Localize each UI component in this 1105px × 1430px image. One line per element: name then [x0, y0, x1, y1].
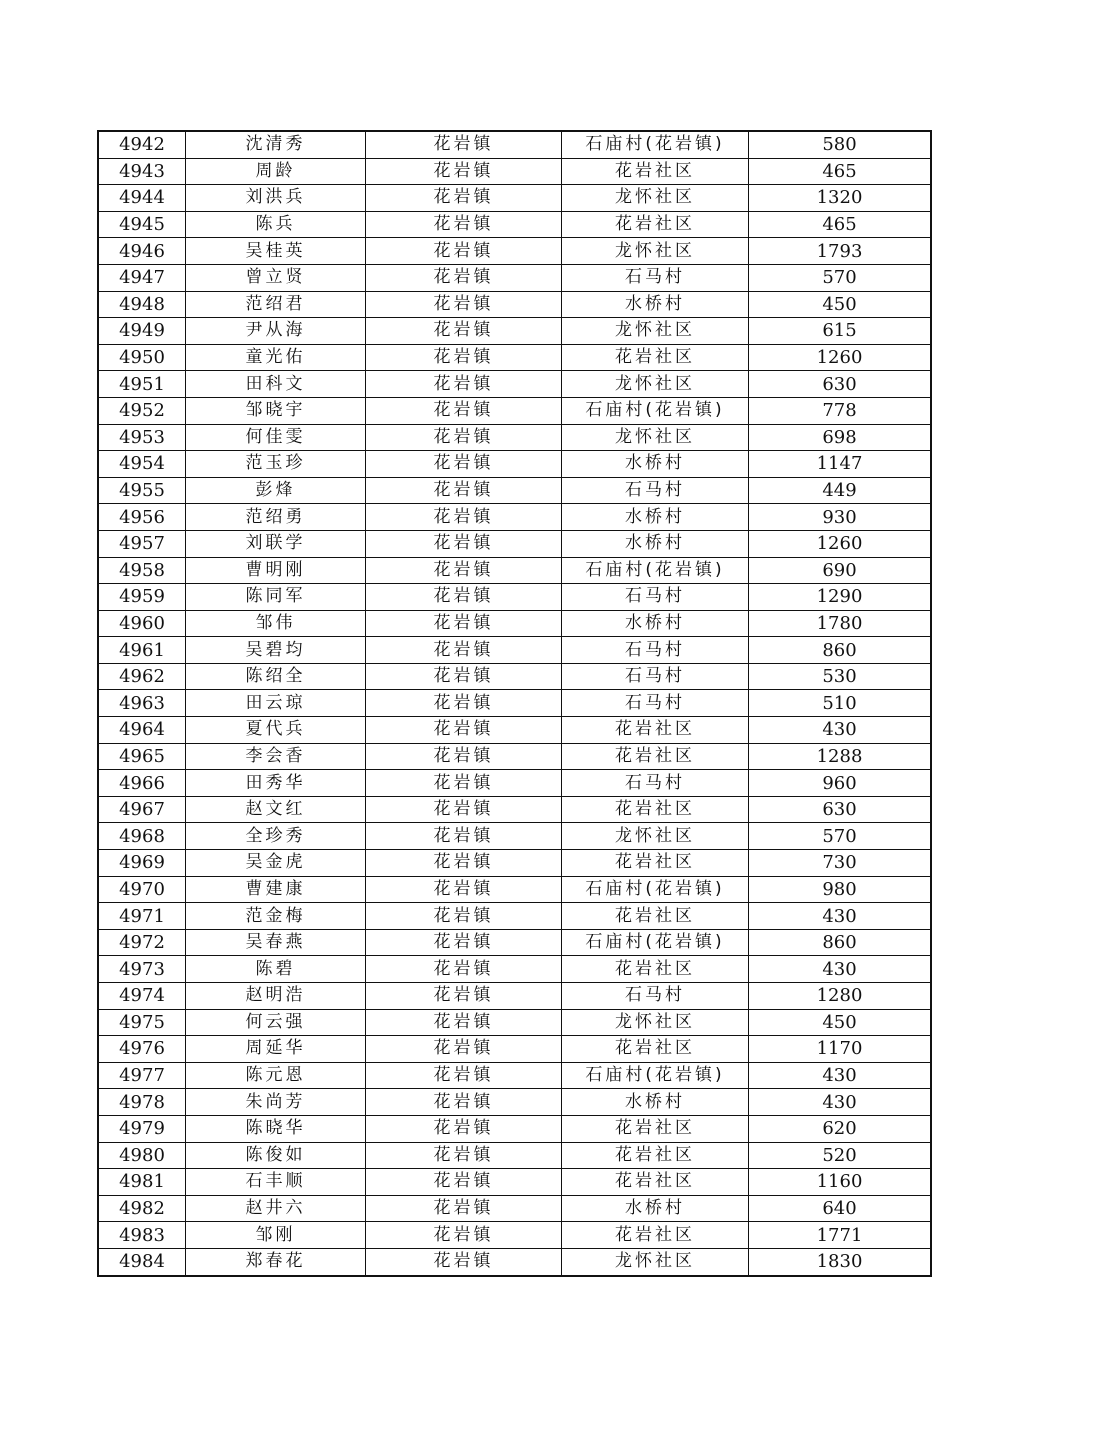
row-number-cell: 4951: [98, 371, 186, 398]
village-cell: 水桥村: [562, 530, 749, 557]
town-cell: 花岩镇: [366, 743, 562, 770]
row-number-cell: 4942: [98, 131, 186, 158]
town-cell: 花岩镇: [366, 344, 562, 371]
person-name-cell: 陈兵: [186, 211, 366, 238]
village-cell: 水桥村: [562, 1195, 749, 1222]
amount-cell: 698: [749, 424, 932, 451]
table-row: [98, 1062, 931, 1089]
amount-cell: 630: [749, 796, 932, 823]
amount-cell: 630: [749, 371, 932, 398]
row-number-cell: 4959: [98, 584, 186, 611]
amount-cell: 640: [749, 1195, 932, 1222]
town-cell: 花岩镇: [366, 264, 562, 291]
row-number-cell: 4963: [98, 690, 186, 717]
town-cell: 花岩镇: [366, 637, 562, 664]
amount-cell: 980: [749, 876, 932, 903]
amount-cell: 430: [749, 1062, 932, 1089]
table-row: [98, 796, 931, 823]
row-number-cell: 4976: [98, 1036, 186, 1063]
row-number-cell: 4980: [98, 1142, 186, 1169]
table-row: [98, 291, 931, 318]
town-cell: 花岩镇: [366, 131, 562, 158]
village-cell: 花岩社区: [562, 850, 749, 877]
village-cell: 石庙村(花岩镇): [562, 1062, 749, 1089]
table-row: [98, 158, 931, 185]
person-name-cell: 吴金虎: [186, 850, 366, 877]
town-cell: 花岩镇: [366, 371, 562, 398]
row-number-cell: 4962: [98, 663, 186, 690]
person-name-cell: 田科文: [186, 371, 366, 398]
person-name-cell: 石丰顺: [186, 1169, 366, 1196]
amount-cell: 430: [749, 956, 932, 983]
person-name-cell: 郑春花: [186, 1248, 366, 1275]
village-cell: 龙怀社区: [562, 318, 749, 345]
table-row: [98, 1089, 931, 1116]
table-row: [98, 823, 931, 850]
amount-cell: 778: [749, 397, 932, 424]
village-cell: 龙怀社区: [562, 371, 749, 398]
village-cell: 石庙村(花岩镇): [562, 131, 749, 158]
town-cell: 花岩镇: [366, 1089, 562, 1116]
person-name-cell: 范绍君: [186, 291, 366, 318]
amount-cell: 580: [749, 131, 932, 158]
table-row: [98, 903, 931, 930]
amount-cell: 1290: [749, 584, 932, 611]
row-number-cell: 4973: [98, 956, 186, 983]
row-number-cell: 4984: [98, 1248, 186, 1275]
row-number-cell: 4943: [98, 158, 186, 185]
village-cell: 石马村: [562, 663, 749, 690]
village-cell: 花岩社区: [562, 1036, 749, 1063]
row-number-cell: 4944: [98, 185, 186, 212]
person-name-cell: 陈晓华: [186, 1115, 366, 1142]
amount-cell: 930: [749, 504, 932, 531]
person-name-cell: 吴桂英: [186, 238, 366, 265]
row-number-cell: 4947: [98, 264, 186, 291]
amount-cell: 1793: [749, 238, 932, 265]
village-cell: 水桥村: [562, 1089, 749, 1116]
person-name-cell: 陈俊如: [186, 1142, 366, 1169]
table-row: [98, 1169, 931, 1196]
amount-cell: 1170: [749, 1036, 932, 1063]
person-name-cell: 尹从海: [186, 318, 366, 345]
person-name-cell: 何佳雯: [186, 424, 366, 451]
person-name-cell: 吴碧均: [186, 637, 366, 664]
row-number-cell: 4961: [98, 637, 186, 664]
row-number-cell: 4979: [98, 1115, 186, 1142]
row-number-cell: 4981: [98, 1169, 186, 1196]
table-row: [98, 663, 931, 690]
town-cell: 花岩镇: [366, 903, 562, 930]
row-number-cell: 4946: [98, 238, 186, 265]
town-cell: 花岩镇: [366, 1169, 562, 1196]
person-name-cell: 童光佑: [186, 344, 366, 371]
amount-cell: 615: [749, 318, 932, 345]
row-number-cell: 4945: [98, 211, 186, 238]
town-cell: 花岩镇: [366, 1115, 562, 1142]
town-cell: 花岩镇: [366, 238, 562, 265]
amount-cell: 520: [749, 1142, 932, 1169]
amount-cell: 570: [749, 823, 932, 850]
town-cell: 花岩镇: [366, 770, 562, 797]
table-row: [98, 238, 931, 265]
table-row: [98, 344, 931, 371]
amount-cell: 430: [749, 717, 932, 744]
person-name-cell: 范金梅: [186, 903, 366, 930]
town-cell: 花岩镇: [366, 504, 562, 531]
town-cell: 花岩镇: [366, 291, 562, 318]
table-row: [98, 318, 931, 345]
town-cell: 花岩镇: [366, 158, 562, 185]
village-cell: 花岩社区: [562, 796, 749, 823]
town-cell: 花岩镇: [366, 850, 562, 877]
village-cell: 水桥村: [562, 451, 749, 478]
village-cell: 花岩社区: [562, 158, 749, 185]
row-number-cell: 4965: [98, 743, 186, 770]
village-cell: 花岩社区: [562, 1222, 749, 1249]
table-row: [98, 1222, 931, 1249]
person-name-cell: 何云强: [186, 1009, 366, 1036]
row-number-cell: 4960: [98, 610, 186, 637]
person-name-cell: 邹伟: [186, 610, 366, 637]
amount-cell: 1160: [749, 1169, 932, 1196]
town-cell: 花岩镇: [366, 1142, 562, 1169]
amount-cell: 690: [749, 557, 932, 584]
table-row: [98, 1036, 931, 1063]
table-row: [98, 397, 931, 424]
row-number-cell: 4974: [98, 983, 186, 1010]
town-cell: 花岩镇: [366, 1009, 562, 1036]
person-name-cell: 赵井六: [186, 1195, 366, 1222]
person-name-cell: 陈元恩: [186, 1062, 366, 1089]
village-cell: 龙怀社区: [562, 185, 749, 212]
row-number-cell: 4952: [98, 397, 186, 424]
amount-cell: 730: [749, 850, 932, 877]
table-row: [98, 929, 931, 956]
person-name-cell: 赵文红: [186, 796, 366, 823]
person-name-cell: 刘联学: [186, 530, 366, 557]
row-number-cell: 4948: [98, 291, 186, 318]
row-number-cell: 4983: [98, 1222, 186, 1249]
village-cell: 水桥村: [562, 610, 749, 637]
village-cell: 石庙村(花岩镇): [562, 929, 749, 956]
person-name-cell: 邹晓宇: [186, 397, 366, 424]
amount-cell: 620: [749, 1115, 932, 1142]
town-cell: 花岩镇: [366, 690, 562, 717]
town-cell: 花岩镇: [366, 823, 562, 850]
town-cell: 花岩镇: [366, 796, 562, 823]
amount-cell: 465: [749, 158, 932, 185]
row-number-cell: 4964: [98, 717, 186, 744]
person-name-cell: 全珍秀: [186, 823, 366, 850]
town-cell: 花岩镇: [366, 318, 562, 345]
amount-cell: 465: [749, 211, 932, 238]
table-row: [98, 504, 931, 531]
amount-cell: 860: [749, 929, 932, 956]
amount-cell: 1780: [749, 610, 932, 637]
village-cell: 龙怀社区: [562, 823, 749, 850]
village-cell: 龙怀社区: [562, 424, 749, 451]
table-row: [98, 956, 931, 983]
town-cell: 花岩镇: [366, 1062, 562, 1089]
village-cell: 花岩社区: [562, 903, 749, 930]
person-name-cell: 田秀华: [186, 770, 366, 797]
town-cell: 花岩镇: [366, 397, 562, 424]
row-number-cell: 4953: [98, 424, 186, 451]
table-row: [98, 983, 931, 1010]
town-cell: 花岩镇: [366, 185, 562, 212]
table-row: [98, 743, 931, 770]
person-name-cell: 曹建康: [186, 876, 366, 903]
person-name-cell: 陈碧: [186, 956, 366, 983]
town-cell: 花岩镇: [366, 1195, 562, 1222]
table-row: [98, 1142, 931, 1169]
amount-cell: 570: [749, 264, 932, 291]
village-cell: 龙怀社区: [562, 1009, 749, 1036]
row-number-cell: 4982: [98, 1195, 186, 1222]
village-cell: 石马村: [562, 637, 749, 664]
table-row: [98, 690, 931, 717]
person-name-cell: 范玉珍: [186, 451, 366, 478]
person-name-cell: 周延华: [186, 1036, 366, 1063]
village-cell: 花岩社区: [562, 1142, 749, 1169]
village-cell: 石庙村(花岩镇): [562, 397, 749, 424]
village-cell: 花岩社区: [562, 1169, 749, 1196]
town-cell: 花岩镇: [366, 1222, 562, 1249]
village-cell: 花岩社区: [562, 743, 749, 770]
town-cell: 花岩镇: [366, 663, 562, 690]
row-number-cell: 4966: [98, 770, 186, 797]
town-cell: 花岩镇: [366, 1248, 562, 1275]
table-row: [98, 584, 931, 611]
amount-cell: 450: [749, 291, 932, 318]
amount-cell: 1830: [749, 1248, 932, 1275]
amount-cell: 1260: [749, 530, 932, 557]
amount-cell: 960: [749, 770, 932, 797]
village-cell: 石庙村(花岩镇): [562, 876, 749, 903]
table-row: [98, 850, 931, 877]
amount-cell: 1147: [749, 451, 932, 478]
table-row: [98, 717, 931, 744]
person-name-cell: 夏代兵: [186, 717, 366, 744]
table-row: [98, 876, 931, 903]
table-row: [98, 1248, 931, 1275]
table-row: [98, 530, 931, 557]
amount-cell: 430: [749, 903, 932, 930]
town-cell: 花岩镇: [366, 1036, 562, 1063]
person-name-cell: 吴春燕: [186, 929, 366, 956]
table-row: [98, 264, 931, 291]
person-name-cell: 彭烽: [186, 477, 366, 504]
table-row: [98, 131, 931, 158]
table-row: [98, 1009, 931, 1036]
town-cell: 花岩镇: [366, 983, 562, 1010]
person-name-cell: 曾立贤: [186, 264, 366, 291]
town-cell: 花岩镇: [366, 876, 562, 903]
table-row: [98, 637, 931, 664]
town-cell: 花岩镇: [366, 530, 562, 557]
row-number-cell: 4950: [98, 344, 186, 371]
row-number-cell: 4977: [98, 1062, 186, 1089]
row-number-cell: 4969: [98, 850, 186, 877]
records-table: [97, 130, 932, 1277]
person-name-cell: 刘洪兵: [186, 185, 366, 212]
table-row: [98, 211, 931, 238]
table-row: [98, 1115, 931, 1142]
town-cell: 花岩镇: [366, 584, 562, 611]
row-number-cell: 4972: [98, 929, 186, 956]
table-row: [98, 610, 931, 637]
village-cell: 花岩社区: [562, 956, 749, 983]
table-row: [98, 557, 931, 584]
row-number-cell: 4978: [98, 1089, 186, 1116]
village-cell: 石庙村(花岩镇): [562, 557, 749, 584]
village-cell: 花岩社区: [562, 344, 749, 371]
amount-cell: 1260: [749, 344, 932, 371]
table-row: [98, 185, 931, 212]
table-row: [98, 371, 931, 398]
town-cell: 花岩镇: [366, 929, 562, 956]
row-number-cell: 4975: [98, 1009, 186, 1036]
village-cell: 石马村: [562, 690, 749, 717]
row-number-cell: 4967: [98, 796, 186, 823]
town-cell: 花岩镇: [366, 424, 562, 451]
amount-cell: 1771: [749, 1222, 932, 1249]
table-row: [98, 451, 931, 478]
town-cell: 花岩镇: [366, 477, 562, 504]
village-cell: 石马村: [562, 584, 749, 611]
amount-cell: 1288: [749, 743, 932, 770]
amount-cell: 530: [749, 663, 932, 690]
row-number-cell: 4955: [98, 477, 186, 504]
town-cell: 花岩镇: [366, 211, 562, 238]
village-cell: 石马村: [562, 264, 749, 291]
person-name-cell: 周龄: [186, 158, 366, 185]
town-cell: 花岩镇: [366, 717, 562, 744]
person-name-cell: 赵明浩: [186, 983, 366, 1010]
row-number-cell: 4956: [98, 504, 186, 531]
person-name-cell: 陈绍全: [186, 663, 366, 690]
row-number-cell: 4954: [98, 451, 186, 478]
town-cell: 花岩镇: [366, 956, 562, 983]
amount-cell: 1280: [749, 983, 932, 1010]
table-body: [98, 131, 931, 1276]
amount-cell: 510: [749, 690, 932, 717]
person-name-cell: 陈同军: [186, 584, 366, 611]
village-cell: 石马村: [562, 477, 749, 504]
person-name-cell: 田云琼: [186, 690, 366, 717]
person-name-cell: 朱尚芳: [186, 1089, 366, 1116]
row-number-cell: 4957: [98, 530, 186, 557]
row-number-cell: 4958: [98, 557, 186, 584]
row-number-cell: 4949: [98, 318, 186, 345]
village-cell: 花岩社区: [562, 1115, 749, 1142]
village-cell: 石马村: [562, 770, 749, 797]
row-number-cell: 4970: [98, 876, 186, 903]
row-number-cell: 4968: [98, 823, 186, 850]
village-cell: 花岩社区: [562, 717, 749, 744]
village-cell: 石马村: [562, 983, 749, 1010]
village-cell: 龙怀社区: [562, 238, 749, 265]
person-name-cell: 邹刚: [186, 1222, 366, 1249]
town-cell: 花岩镇: [366, 610, 562, 637]
table-row: [98, 1195, 931, 1222]
person-name-cell: 沈清秀: [186, 131, 366, 158]
row-number-cell: 4971: [98, 903, 186, 930]
amount-cell: 449: [749, 477, 932, 504]
town-cell: 花岩镇: [366, 557, 562, 584]
person-name-cell: 曹明刚: [186, 557, 366, 584]
village-cell: 水桥村: [562, 504, 749, 531]
village-cell: 花岩社区: [562, 211, 749, 238]
person-name-cell: 李会香: [186, 743, 366, 770]
person-name-cell: 范绍勇: [186, 504, 366, 531]
amount-cell: 430: [749, 1089, 932, 1116]
table-row: [98, 477, 931, 504]
village-cell: 水桥村: [562, 291, 749, 318]
village-cell: 龙怀社区: [562, 1248, 749, 1275]
town-cell: 花岩镇: [366, 451, 562, 478]
amount-cell: 860: [749, 637, 932, 664]
amount-cell: 450: [749, 1009, 932, 1036]
table-row: [98, 424, 931, 451]
amount-cell: 1320: [749, 185, 932, 212]
table-row: [98, 770, 931, 797]
